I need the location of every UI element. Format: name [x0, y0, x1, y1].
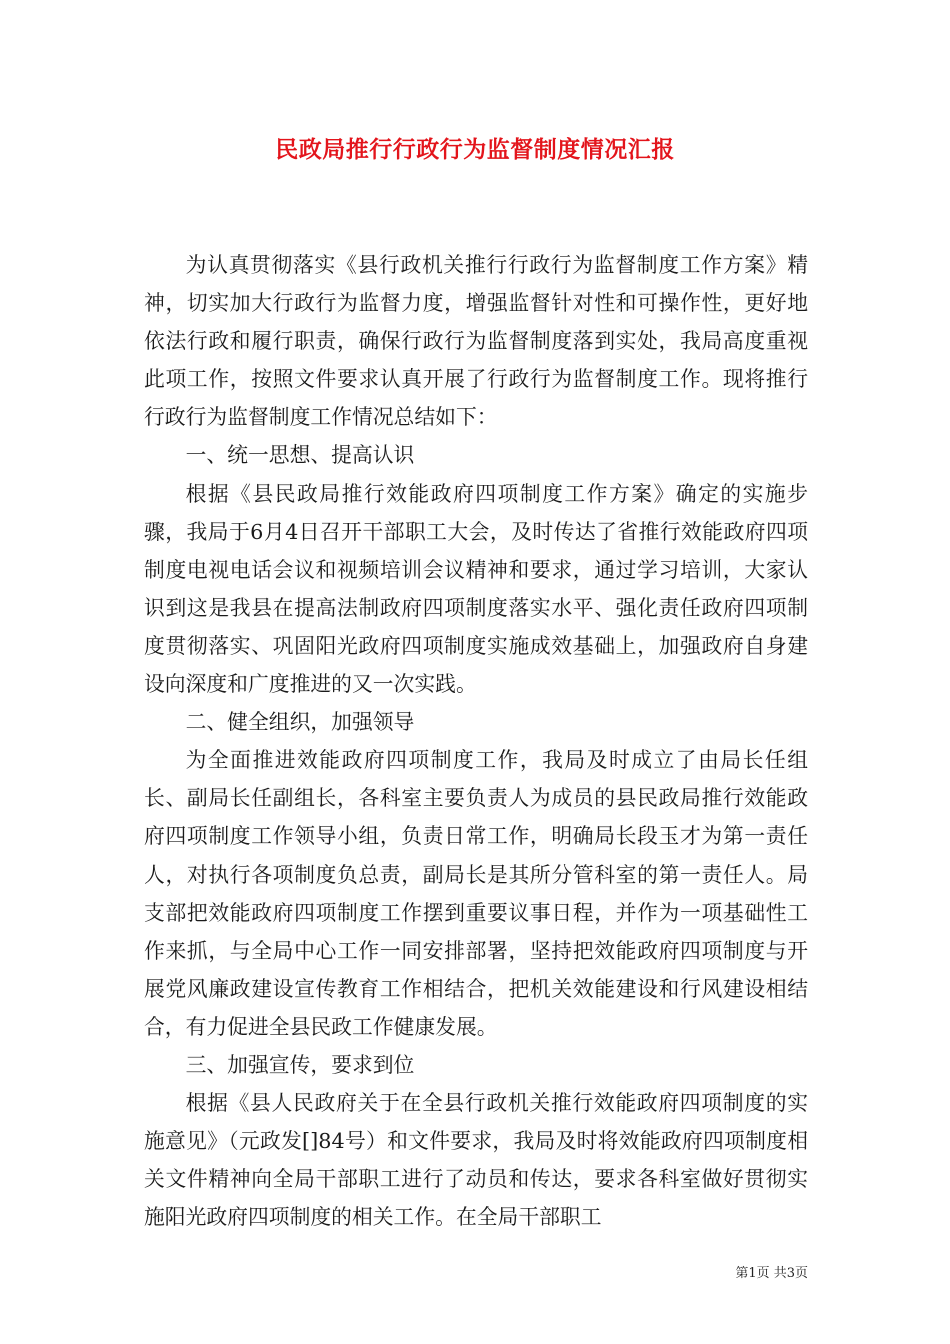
document-title: 民政局推行行政行为监督制度情况汇报 — [275, 136, 675, 163]
section-paragraph-1: 根据《县民政局推行效能政府四项制度工作方案》确定的实施步骤，我局于6月4日召开干部职工大会，及时传达了省推行效能政府四项制度电视电话会议和视频培训会议精神和要求，通过学习培训，大家认识到这是我县在提高法制政府四项制度落实水平、强化责任政府四项制度贯彻落实、巩固阳光政府四项制度实施成效基础上，加强政府自身建设向深度和广度推进的又一次实践。 — [144, 481, 808, 697]
page-number: 第1页 共3页 — [735, 1266, 808, 1281]
section-heading-1: 一、统一思想、提高认识 — [185, 443, 415, 468]
document-body — [144, 246, 808, 1236]
section-paragraph-3: 根据《县人民政府关于在全县行政机关推行效能政府四项制度的实施意见》（元政发[]84号）和文件要求，我局及时将效能政府四项制度相关文件精神向全局干部职工进行了动员和传达，要求各科室做好贯彻实施阳光政府四项制度的相关工作。在全局干部职工 — [144, 1091, 808, 1230]
intro-paragraph: 为认真贯彻落实《县行政机关推行行政行为监督制度工作方案》精神，切实加大行政行为监督力度，增强监督针对性和可操作性，更好地依法行政和履行职责，确保行政行为监督制度落到实处，我局高度重视此项工作，按照文件要求认真开展了行政行为监督制度工作。现将推行行政行为监督制度工作情况总结如下： — [144, 253, 808, 430]
section-paragraph-2: 为全面推进效能政府四项制度工作，我局及时成立了由局长任组长、副局长任副组长，各科室主要负责人为成员的县民政局推行效能政府四项制度工作领导小组，负责日常工作，明确局长段玉才为第一责任人，对执行各项制度负总责，副局长是其所分管科室的第一责任人。局支部把效能政府四项制度工作摆到重要议事日程，并作为一项基础性工作来抓，与全局中心工作一同安排部署，坚持把效能政府四项制度与开展党风廉政建设宣传教育工作相结合，把机关效能建设和行风建设相结合，有力促进全县民政工作健康发展。 — [144, 748, 808, 1039]
section-heading-2: 二、健全组织，加强领导 — [185, 710, 415, 735]
section-heading-3: 三、加强宣传，要求到位 — [185, 1052, 415, 1077]
